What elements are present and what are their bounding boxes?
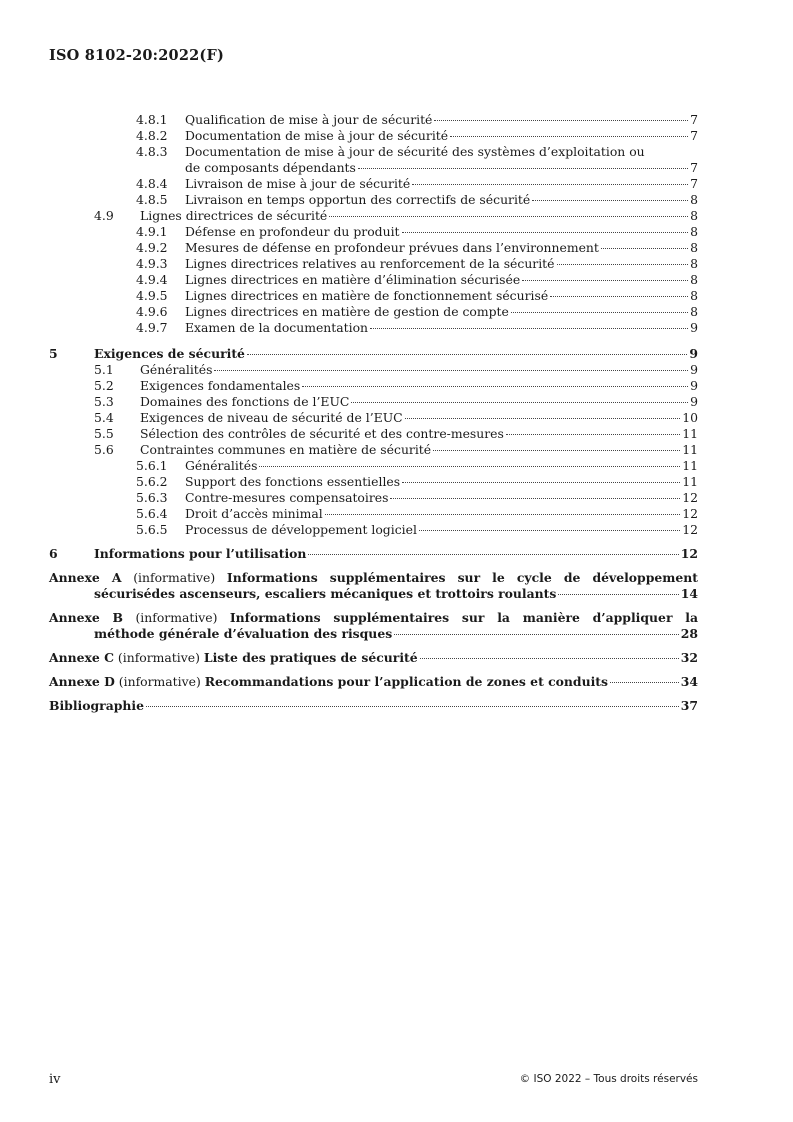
toc-page: 7 [690,128,698,143]
toc-page: 8 [690,288,698,303]
annex-prefix: Annexe A [49,570,122,585]
dot-leader [259,466,680,467]
toc-number: 4.8.2 [136,128,168,143]
dot-leader [419,530,680,531]
dot-leader [405,418,681,419]
dot-leader [394,634,679,635]
toc-page: 12 [682,522,698,537]
dot-leader [511,312,688,313]
dot-leader [146,706,679,707]
toc-number: 5.6.4 [136,506,168,521]
dot-leader [550,296,688,297]
toc-page: 34 [680,674,698,689]
toc-page: 14 [680,586,698,601]
toc-number: 6 [49,546,58,561]
annex-title-line-2: méthode générale d’évaluation des risques [94,626,393,641]
toc-page: 12 [680,546,698,561]
toc-page: 7 [690,160,698,175]
toc-title: Processus de développement logiciel [185,522,417,537]
dot-leader [329,216,688,217]
annex-type: (informative) [133,570,216,585]
toc-page: 28 [680,626,698,641]
toc-title: Support des fonctions essentielles [185,474,401,489]
dot-leader [402,232,689,233]
annex-title-line-1: Informations supplémentaires sur le cycle de développement [226,570,698,585]
toc-title-line-2: de composants dépendants [185,160,356,175]
toc-page: 11 [682,442,698,457]
toc-page: 10 [682,410,698,425]
toc-title: Livraison de mise à jour de sécurité [185,176,411,191]
toc-title: Lignes directrices en matière d’élimination sécurisée [185,272,521,287]
toc-page: 8 [690,304,698,319]
toc-title: Exigences de sécurité [94,346,245,361]
toc-title: Lignes directrices de sécurité [140,208,328,223]
dot-leader [433,450,680,451]
dot-leader [247,354,687,355]
toc-number: 5.6.2 [136,474,168,489]
toc-title: Généralités [185,458,258,473]
toc-number: 4.9.2 [136,240,168,255]
toc-page: 7 [690,176,698,191]
dot-leader [351,402,688,403]
toc-number: 4.9.5 [136,288,168,303]
toc-number: 4.9.1 [136,224,168,239]
toc-title: Droit d’accès minimal [185,506,323,521]
dot-leader [412,184,688,185]
toc-title: Mesures de défense en profondeur prévues dans l’environnement [185,240,599,255]
toc-title: Sélection des contrôles de sécurité et des contre-mesures [140,426,504,441]
toc-title: Livraison en temps opportun des correctifs de sécurité [185,192,531,207]
toc-page: 11 [682,458,698,473]
toc-title: Lignes directrices en matière de gestion de compte [185,304,509,319]
dot-leader [610,682,679,683]
toc-number: 5.3 [94,394,114,409]
toc-number: 5.6.3 [136,490,168,505]
dot-leader [308,554,678,555]
toc-number: 4.9.3 [136,256,168,271]
toc-page: 12 [682,506,698,521]
toc-page: 8 [690,224,698,239]
dot-leader [402,482,680,483]
annex-title-line-1: Informations supplémentaires sur la manière d’appliquer la [229,610,698,625]
dot-leader [358,168,688,169]
toc-number: 4.9 [94,208,114,223]
dot-leader [370,328,688,329]
dot-leader [450,136,688,137]
annex-title: Recommandations pour l’application de zones et conduits [204,674,609,689]
annex-type: (informative) [135,610,218,625]
toc-number: 5.6 [94,442,114,457]
toc-number: 5.6.5 [136,522,168,537]
toc-title: Qualification de mise à jour de sécurité [185,112,433,127]
toc-title: Documentation de mise à jour de sécurité [185,128,449,143]
toc-title: Contraintes communes en matière de sécurité [140,442,432,457]
toc-page: 9 [690,378,698,393]
toc-title: Contre-mesures compensatoires [185,490,389,505]
toc-title: Défense en profondeur du produit [185,224,400,239]
toc-number: 4.8.3 [136,144,168,159]
annex-type: (informative) [117,650,200,665]
toc-number: 4.8.1 [136,112,168,127]
toc-page: 11 [682,474,698,489]
toc-page: 8 [690,256,698,271]
toc-page: 8 [690,192,698,207]
toc-number: 5.4 [94,410,114,425]
toc-page: 7 [690,112,698,127]
toc-title: Informations pour l’utilisation [94,546,307,561]
dot-leader [506,434,680,435]
toc-page: 32 [680,650,698,665]
document-id: ISO 8102-20:2022(F) [49,47,225,64]
toc-number: 5.5 [94,426,114,441]
dot-leader [325,514,680,515]
toc-page: 9 [689,346,698,361]
annex-prefix: Annexe D [49,674,115,689]
toc-page: 8 [690,272,698,287]
annex-prefix: Annexe C [49,650,114,665]
annex-type: (informative) [118,674,201,689]
toc-title: Bibliographie [49,698,145,713]
toc-number: 4.8.5 [136,192,168,207]
dot-leader [420,658,679,659]
dot-leader [532,200,688,201]
copyright-notice: © ISO 2022 – Tous droits réservés [519,1073,698,1085]
annex-title: Liste des pratiques de sécurité [203,650,418,665]
toc-title: Exigences de niveau de sécurité de l’EUC [140,410,403,425]
dot-leader [601,248,688,249]
toc-number: 5 [49,346,58,361]
toc-title: Domaines des fonctions de l’EUC [140,394,350,409]
toc-page: 11 [682,426,698,441]
dot-leader [390,498,680,499]
toc-page: 9 [690,394,698,409]
dot-leader [557,264,689,265]
toc-number: 4.9.6 [136,304,168,319]
dot-leader [214,370,688,371]
toc-number: 4.9.4 [136,272,168,287]
toc-number: 5.1 [94,362,114,377]
toc-number: 4.8.4 [136,176,168,191]
toc-page: 12 [682,490,698,505]
annex-prefix: Annexe B [49,610,124,625]
page-number: iv [49,1072,61,1087]
toc-title: Généralités [140,362,213,377]
dot-leader [522,280,688,281]
toc-page: 8 [690,240,698,255]
dot-leader [434,120,688,121]
toc-page: 9 [690,362,698,377]
toc-title: Lignes directrices relatives au renforcement de la sécurité [185,256,555,271]
toc-title: Exigences fondamentales [140,378,301,393]
toc-number: 5.2 [94,378,114,393]
annex-title-line-2: sécurisédes ascenseurs, escaliers mécaniques et trottoirs roulants [94,586,557,601]
toc-title-line-1: Documentation de mise à jour de sécurité des systèmes d’exploitation ou [185,144,645,159]
toc-page: 8 [690,208,698,223]
toc-title: Examen de la documentation [185,320,369,335]
toc-page: 37 [680,698,698,713]
toc-number: 4.9.7 [136,320,168,335]
toc-number: 5.6.1 [136,458,168,473]
dot-leader [558,594,678,595]
dot-leader [302,386,688,387]
toc-page: 9 [690,320,698,335]
toc-title: Lignes directrices en matière de fonctionnement sécurisé [185,288,549,303]
